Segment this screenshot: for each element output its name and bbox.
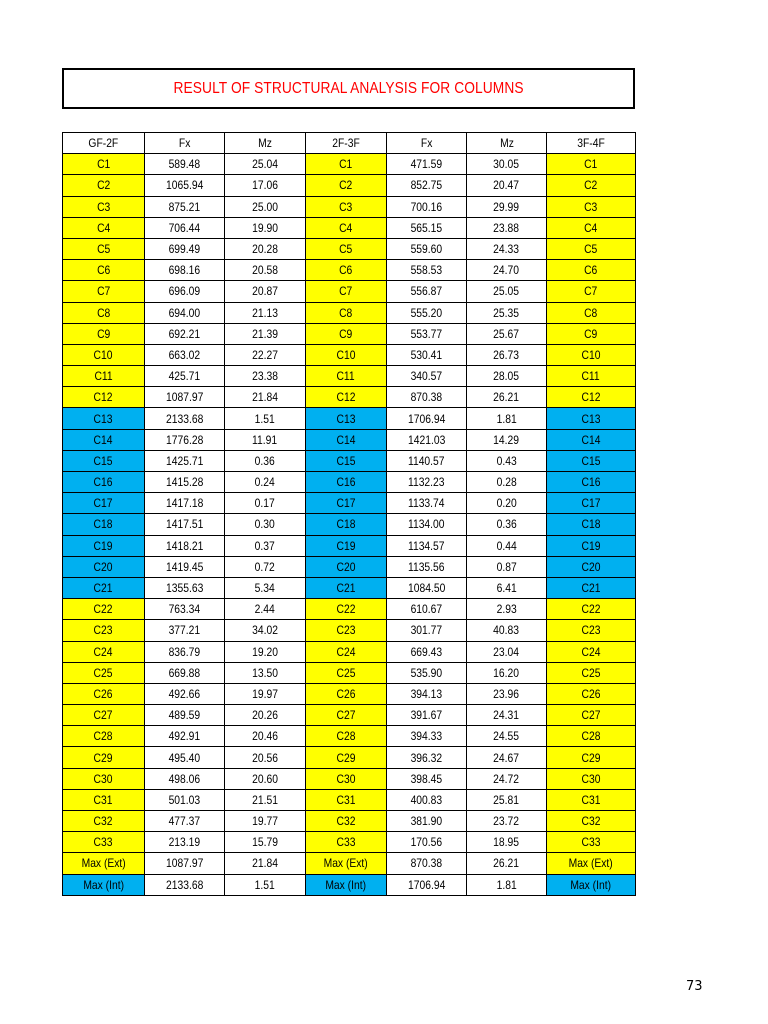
gf-2f-mz-cell: 0.36 [225, 450, 306, 471]
table-row [63, 556, 636, 577]
2f-3f-label-cell: C32 [306, 811, 387, 832]
3f-4f-label-cell: C4 [547, 217, 636, 238]
2f-3f-mz-cell: 6.41 [467, 577, 547, 598]
header-gf-2f: GF-2F [63, 133, 145, 154]
2f-3f-mz-cell: 23.72 [467, 811, 547, 832]
2f-3f-mz-cell: 25.67 [467, 323, 547, 344]
gf-2f-label-cell: C10 [63, 344, 145, 365]
gf-2f-label-cell: C27 [63, 705, 145, 726]
table-row [63, 853, 636, 874]
gf-2f-mz-cell: 21.51 [225, 789, 306, 810]
gf-2f-mz-cell: 19.20 [225, 641, 306, 662]
3f-4f-label-cell: C3 [547, 196, 636, 217]
3f-4f-label-cell: C12 [547, 387, 636, 408]
gf-2f-label-cell: C9 [63, 323, 145, 344]
table-row [63, 662, 636, 683]
2f-3f-fx-cell: 471.59 [387, 154, 467, 175]
gf-2f-label-cell: C6 [63, 260, 145, 281]
2f-3f-fx-cell: 1421.03 [387, 429, 467, 450]
gf-2f-mz-cell: 21.84 [225, 387, 306, 408]
2f-3f-fx-cell: 610.67 [387, 599, 467, 620]
3f-4f-label-cell: C1 [547, 154, 636, 175]
2f-3f-fx-cell: 396.32 [387, 747, 467, 768]
table-row [63, 599, 636, 620]
gf-2f-fx-cell: 1355.63 [145, 577, 225, 598]
3f-4f-label-cell: C28 [547, 726, 636, 747]
page-title: RESULT OF STRUCTURAL ANALYSIS FOR COLUMNS [173, 79, 524, 97]
gf-2f-label-cell: C19 [63, 535, 145, 556]
2f-3f-fx-cell: 1132.23 [387, 472, 467, 493]
table-row [63, 747, 636, 768]
2f-3f-fx-cell: 170.56 [387, 832, 467, 853]
2f-3f-fx-cell: 669.43 [387, 641, 467, 662]
2f-3f-fx-cell: 1133.74 [387, 493, 467, 514]
header-gf-mz: Mz [225, 133, 306, 154]
2f-3f-mz-cell: 28.05 [467, 366, 547, 387]
2f-3f-mz-cell: 29.99 [467, 196, 547, 217]
gf-2f-label-cell: C20 [63, 556, 145, 577]
2f-3f-fx-cell: 870.38 [387, 387, 467, 408]
2f-3f-fx-cell: 381.90 [387, 811, 467, 832]
2f-3f-fx-cell: 1706.94 [387, 408, 467, 429]
2f-3f-mz-cell: 26.21 [467, 853, 547, 874]
gf-2f-label-cell: C18 [63, 514, 145, 535]
header-3f-4f: 3F-4F [547, 133, 636, 154]
2f-3f-mz-cell: 24.55 [467, 726, 547, 747]
2f-3f-label-cell: C29 [306, 747, 387, 768]
gf-2f-fx-cell: 1415.28 [145, 472, 225, 493]
table-row [63, 260, 636, 281]
2f-3f-label-cell: C5 [306, 238, 387, 259]
2f-3f-label-cell: C19 [306, 535, 387, 556]
gf-2f-mz-cell: 20.46 [225, 726, 306, 747]
gf-2f-fx-cell: 694.00 [145, 302, 225, 323]
2f-3f-fx-cell: 1084.50 [387, 577, 467, 598]
table-row [63, 408, 636, 429]
gf-2f-label-cell: C25 [63, 662, 145, 683]
table-row [63, 323, 636, 344]
gf-2f-label-cell: C22 [63, 599, 145, 620]
table-row [63, 302, 636, 323]
gf-2f-mz-cell: 25.00 [225, 196, 306, 217]
2f-3f-label-cell: C12 [306, 387, 387, 408]
table-row [63, 789, 636, 810]
2f-3f-fx-cell: 398.45 [387, 768, 467, 789]
2f-3f-label-cell: C17 [306, 493, 387, 514]
2f-3f-fx-cell: 870.38 [387, 853, 467, 874]
3f-4f-label-cell: C14 [547, 429, 636, 450]
2f-3f-fx-cell: 400.83 [387, 789, 467, 810]
3f-4f-label-cell: C13 [547, 408, 636, 429]
2f-3f-label-cell: C11 [306, 366, 387, 387]
gf-2f-label-cell: C11 [63, 366, 145, 387]
gf-2f-fx-cell: 1087.97 [145, 387, 225, 408]
2f-3f-mz-cell: 25.05 [467, 281, 547, 302]
gf-2f-mz-cell: 11.91 [225, 429, 306, 450]
table-row [63, 175, 636, 196]
3f-4f-label-cell: C8 [547, 302, 636, 323]
3f-4f-label-cell: C19 [547, 535, 636, 556]
gf-2f-fx-cell: 2133.68 [145, 874, 225, 895]
3f-4f-label-cell: C24 [547, 641, 636, 662]
table-row [63, 493, 636, 514]
3f-4f-label-cell: C5 [547, 238, 636, 259]
2f-3f-mz-cell: 24.31 [467, 705, 547, 726]
2f-3f-fx-cell: 391.67 [387, 705, 467, 726]
header-row [63, 133, 636, 154]
table-row [63, 217, 636, 238]
gf-2f-mz-cell: 0.72 [225, 556, 306, 577]
table-row [63, 196, 636, 217]
gf-2f-fx-cell: 589.48 [145, 154, 225, 175]
3f-4f-label-cell: C17 [547, 493, 636, 514]
2f-3f-label-cell: C9 [306, 323, 387, 344]
gf-2f-fx-cell: 663.02 [145, 344, 225, 365]
gf-2f-label-cell: C3 [63, 196, 145, 217]
gf-2f-label-cell: C13 [63, 408, 145, 429]
gf-2f-mz-cell: 15.79 [225, 832, 306, 853]
2f-3f-mz-cell: 14.29 [467, 429, 547, 450]
3f-4f-label-cell: C22 [547, 599, 636, 620]
3f-4f-label-cell: C26 [547, 683, 636, 704]
2f-3f-mz-cell: 23.88 [467, 217, 547, 238]
header-2f-3f: 2F-3F [306, 133, 387, 154]
2f-3f-label-cell: C3 [306, 196, 387, 217]
2f-3f-mz-cell: 25.35 [467, 302, 547, 323]
gf-2f-mz-cell: 1.51 [225, 874, 306, 895]
2f-3f-mz-cell: 0.28 [467, 472, 547, 493]
2f-3f-mz-cell: 0.44 [467, 535, 547, 556]
3f-4f-label-cell: C25 [547, 662, 636, 683]
2f-3f-mz-cell: 2.93 [467, 599, 547, 620]
2f-3f-fx-cell: 1134.00 [387, 514, 467, 535]
2f-3f-mz-cell: 18.95 [467, 832, 547, 853]
gf-2f-label-cell: C31 [63, 789, 145, 810]
gf-2f-label-cell: C5 [63, 238, 145, 259]
3f-4f-label-cell: C30 [547, 768, 636, 789]
2f-3f-mz-cell: 0.43 [467, 450, 547, 471]
2f-3f-fx-cell: 1706.94 [387, 874, 467, 895]
table-row [63, 620, 636, 641]
gf-2f-label-cell: C12 [63, 387, 145, 408]
table-row [63, 387, 636, 408]
2f-3f-mz-cell: 40.83 [467, 620, 547, 641]
2f-3f-label-cell: C22 [306, 599, 387, 620]
2f-3f-label-cell: C4 [306, 217, 387, 238]
table-row [63, 768, 636, 789]
2f-3f-fx-cell: 394.33 [387, 726, 467, 747]
2f-3f-label-cell: C6 [306, 260, 387, 281]
2f-3f-fx-cell: 555.20 [387, 302, 467, 323]
gf-2f-fx-cell: 477.37 [145, 811, 225, 832]
gf-2f-label-cell: C15 [63, 450, 145, 471]
gf-2f-fx-cell: 699.49 [145, 238, 225, 259]
gf-2f-label-cell: C7 [63, 281, 145, 302]
gf-2f-mz-cell: 19.97 [225, 683, 306, 704]
3f-4f-label-cell: C23 [547, 620, 636, 641]
2f-3f-label-cell: C28 [306, 726, 387, 747]
gf-2f-fx-cell: 2133.68 [145, 408, 225, 429]
3f-4f-label-cell: C6 [547, 260, 636, 281]
2f-3f-label-cell: C24 [306, 641, 387, 662]
gf-2f-label-cell: Max (Ext) [63, 853, 145, 874]
2f-3f-label-cell: C10 [306, 344, 387, 365]
gf-2f-label-cell: C23 [63, 620, 145, 641]
gf-2f-fx-cell: 1417.51 [145, 514, 225, 535]
gf-2f-fx-cell: 706.44 [145, 217, 225, 238]
gf-2f-fx-cell: 492.66 [145, 683, 225, 704]
2f-3f-fx-cell: 1135.56 [387, 556, 467, 577]
3f-4f-label-cell: Max (Ext) [547, 853, 636, 874]
header-gf-fx: Fx [145, 133, 225, 154]
table-row [63, 238, 636, 259]
3f-4f-label-cell: C20 [547, 556, 636, 577]
gf-2f-fx-cell: 692.21 [145, 323, 225, 344]
3f-4f-label-cell: C15 [547, 450, 636, 471]
gf-2f-label-cell: C17 [63, 493, 145, 514]
2f-3f-label-cell: C7 [306, 281, 387, 302]
gf-2f-mz-cell: 20.60 [225, 768, 306, 789]
gf-2f-mz-cell: 22.27 [225, 344, 306, 365]
2f-3f-label-cell: C8 [306, 302, 387, 323]
gf-2f-label-cell: C30 [63, 768, 145, 789]
gf-2f-fx-cell: 698.16 [145, 260, 225, 281]
3f-4f-label-cell: C7 [547, 281, 636, 302]
3f-4f-label-cell: C16 [547, 472, 636, 493]
header-2f-mz: Mz [467, 133, 547, 154]
table-row [63, 705, 636, 726]
gf-2f-fx-cell: 1065.94 [145, 175, 225, 196]
2f-3f-label-cell: C13 [306, 408, 387, 429]
table-row [63, 344, 636, 365]
2f-3f-mz-cell: 0.87 [467, 556, 547, 577]
gf-2f-fx-cell: 377.21 [145, 620, 225, 641]
2f-3f-mz-cell: 26.21 [467, 387, 547, 408]
gf-2f-fx-cell: 1425.71 [145, 450, 225, 471]
2f-3f-fx-cell: 530.41 [387, 344, 467, 365]
table-row [63, 429, 636, 450]
gf-2f-mz-cell: 20.58 [225, 260, 306, 281]
gf-2f-fx-cell: 498.06 [145, 768, 225, 789]
2f-3f-label-cell: Max (Int) [306, 874, 387, 895]
2f-3f-mz-cell: 24.72 [467, 768, 547, 789]
gf-2f-mz-cell: 5.34 [225, 577, 306, 598]
gf-2f-mz-cell: 2.44 [225, 599, 306, 620]
gf-2f-mz-cell: 20.28 [225, 238, 306, 259]
gf-2f-mz-cell: 19.90 [225, 217, 306, 238]
2f-3f-mz-cell: 23.96 [467, 683, 547, 704]
gf-2f-fx-cell: 836.79 [145, 641, 225, 662]
gf-2f-mz-cell: 19.77 [225, 811, 306, 832]
2f-3f-label-cell: C16 [306, 472, 387, 493]
2f-3f-mz-cell: 20.47 [467, 175, 547, 196]
2f-3f-label-cell: Max (Ext) [306, 853, 387, 874]
gf-2f-fx-cell: 669.88 [145, 662, 225, 683]
gf-2f-mz-cell: 23.38 [225, 366, 306, 387]
gf-2f-fx-cell: 489.59 [145, 705, 225, 726]
table-row [63, 577, 636, 598]
gf-2f-mz-cell: 13.50 [225, 662, 306, 683]
gf-2f-fx-cell: 495.40 [145, 747, 225, 768]
gf-2f-label-cell: C4 [63, 217, 145, 238]
table-row [63, 472, 636, 493]
table-row [63, 683, 636, 704]
table-row [63, 154, 636, 175]
gf-2f-label-cell: C2 [63, 175, 145, 196]
gf-2f-fx-cell: 492.91 [145, 726, 225, 747]
2f-3f-label-cell: C33 [306, 832, 387, 853]
gf-2f-label-cell: C33 [63, 832, 145, 853]
2f-3f-fx-cell: 565.15 [387, 217, 467, 238]
gf-2f-mz-cell: 0.24 [225, 472, 306, 493]
gf-2f-fx-cell: 1418.21 [145, 535, 225, 556]
2f-3f-label-cell: C15 [306, 450, 387, 471]
table-row [63, 514, 636, 535]
2f-3f-label-cell: C30 [306, 768, 387, 789]
2f-3f-label-cell: C20 [306, 556, 387, 577]
page-number: 73 [686, 979, 703, 994]
table-row [63, 832, 636, 853]
gf-2f-mz-cell: 0.30 [225, 514, 306, 535]
2f-3f-fx-cell: 559.60 [387, 238, 467, 259]
gf-2f-label-cell: C29 [63, 747, 145, 768]
gf-2f-label-cell: C32 [63, 811, 145, 832]
2f-3f-mz-cell: 16.20 [467, 662, 547, 683]
2f-3f-label-cell: C25 [306, 662, 387, 683]
2f-3f-fx-cell: 553.77 [387, 323, 467, 344]
2f-3f-label-cell: C18 [306, 514, 387, 535]
table-row [63, 641, 636, 662]
2f-3f-fx-cell: 1140.57 [387, 450, 467, 471]
column-analysis-table [62, 132, 636, 896]
gf-2f-mz-cell: 25.04 [225, 154, 306, 175]
gf-2f-mz-cell: 20.26 [225, 705, 306, 726]
3f-4f-label-cell: C31 [547, 789, 636, 810]
2f-3f-label-cell: C23 [306, 620, 387, 641]
2f-3f-label-cell: C1 [306, 154, 387, 175]
3f-4f-label-cell: C2 [547, 175, 636, 196]
2f-3f-mz-cell: 26.73 [467, 344, 547, 365]
2f-3f-fx-cell: 556.87 [387, 281, 467, 302]
2f-3f-mz-cell: 24.33 [467, 238, 547, 259]
2f-3f-label-cell: C21 [306, 577, 387, 598]
gf-2f-mz-cell: 34.02 [225, 620, 306, 641]
2f-3f-fx-cell: 340.57 [387, 366, 467, 387]
gf-2f-label-cell: C21 [63, 577, 145, 598]
gf-2f-label-cell: Max (Int) [63, 874, 145, 895]
table-row [63, 874, 636, 895]
3f-4f-label-cell: C9 [547, 323, 636, 344]
2f-3f-mz-cell: 1.81 [467, 408, 547, 429]
gf-2f-label-cell: C24 [63, 641, 145, 662]
2f-3f-mz-cell: 23.04 [467, 641, 547, 662]
gf-2f-fx-cell: 763.34 [145, 599, 225, 620]
gf-2f-fx-cell: 425.71 [145, 366, 225, 387]
gf-2f-fx-cell: 1419.45 [145, 556, 225, 577]
2f-3f-fx-cell: 558.53 [387, 260, 467, 281]
3f-4f-label-cell: C11 [547, 366, 636, 387]
gf-2f-label-cell: C1 [63, 154, 145, 175]
2f-3f-label-cell: C2 [306, 175, 387, 196]
table-row [63, 366, 636, 387]
gf-2f-mz-cell: 21.39 [225, 323, 306, 344]
gf-2f-label-cell: C28 [63, 726, 145, 747]
2f-3f-mz-cell: 25.81 [467, 789, 547, 810]
3f-4f-label-cell: C33 [547, 832, 636, 853]
3f-4f-label-cell: C18 [547, 514, 636, 535]
2f-3f-fx-cell: 301.77 [387, 620, 467, 641]
gf-2f-label-cell: C16 [63, 472, 145, 493]
title-box [62, 68, 635, 109]
gf-2f-mz-cell: 20.87 [225, 281, 306, 302]
2f-3f-fx-cell: 1134.57 [387, 535, 467, 556]
3f-4f-label-cell: C10 [547, 344, 636, 365]
table-row [63, 726, 636, 747]
2f-3f-mz-cell: 24.70 [467, 260, 547, 281]
gf-2f-mz-cell: 21.84 [225, 853, 306, 874]
gf-2f-mz-cell: 17.06 [225, 175, 306, 196]
gf-2f-mz-cell: 0.37 [225, 535, 306, 556]
table-row [63, 811, 636, 832]
2f-3f-label-cell: C14 [306, 429, 387, 450]
3f-4f-label-cell: Max (Int) [547, 874, 636, 895]
gf-2f-fx-cell: 1417.18 [145, 493, 225, 514]
gf-2f-label-cell: C26 [63, 683, 145, 704]
table-body [63, 154, 636, 896]
gf-2f-fx-cell: 1776.28 [145, 429, 225, 450]
2f-3f-mz-cell: 0.20 [467, 493, 547, 514]
2f-3f-fx-cell: 700.16 [387, 196, 467, 217]
2f-3f-label-cell: C27 [306, 705, 387, 726]
gf-2f-fx-cell: 501.03 [145, 789, 225, 810]
gf-2f-mz-cell: 1.51 [225, 408, 306, 429]
3f-4f-label-cell: C21 [547, 577, 636, 598]
table-row [63, 281, 636, 302]
2f-3f-mz-cell: 1.81 [467, 874, 547, 895]
gf-2f-fx-cell: 875.21 [145, 196, 225, 217]
gf-2f-mz-cell: 21.13 [225, 302, 306, 323]
3f-4f-label-cell: C29 [547, 747, 636, 768]
table-row [63, 535, 636, 556]
2f-3f-fx-cell: 394.13 [387, 683, 467, 704]
2f-3f-fx-cell: 852.75 [387, 175, 467, 196]
gf-2f-fx-cell: 1087.97 [145, 853, 225, 874]
2f-3f-mz-cell: 0.36 [467, 514, 547, 535]
table-row [63, 450, 636, 471]
2f-3f-label-cell: C31 [306, 789, 387, 810]
gf-2f-fx-cell: 213.19 [145, 832, 225, 853]
2f-3f-mz-cell: 24.67 [467, 747, 547, 768]
gf-2f-fx-cell: 696.09 [145, 281, 225, 302]
gf-2f-mz-cell: 20.56 [225, 747, 306, 768]
3f-4f-label-cell: C27 [547, 705, 636, 726]
2f-3f-fx-cell: 535.90 [387, 662, 467, 683]
3f-4f-label-cell: C32 [547, 811, 636, 832]
header-2f-fx: Fx [387, 133, 467, 154]
gf-2f-label-cell: C8 [63, 302, 145, 323]
2f-3f-label-cell: C26 [306, 683, 387, 704]
gf-2f-label-cell: C14 [63, 429, 145, 450]
gf-2f-mz-cell: 0.17 [225, 493, 306, 514]
2f-3f-mz-cell: 30.05 [467, 154, 547, 175]
